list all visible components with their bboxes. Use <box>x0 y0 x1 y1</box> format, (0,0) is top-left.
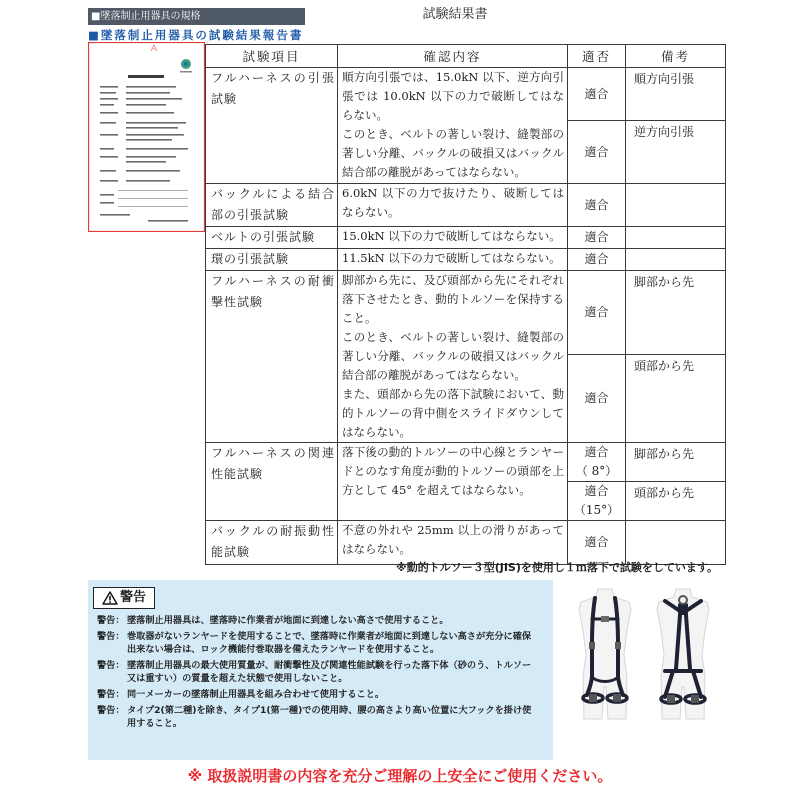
table-row <box>206 271 726 355</box>
criteria-cell <box>338 443 568 521</box>
harness-back-view <box>657 589 709 719</box>
remarks-cell <box>626 249 726 271</box>
warning-text: 巻取器がないランヤードを使用することで、墜落時に作業者が地面に到達しない高さが充分に確保出来ない場合は、ロック機能付巻取器を備えたランヤードを使用すること。 <box>127 631 532 655</box>
table-row <box>206 249 726 271</box>
test-condition-footnote: ※動的トルソー３型(JIS)を使用し１ｍ落下で試験をしています。 <box>396 561 718 574</box>
verdict-cell: 適合 <box>568 121 626 184</box>
criteria-text: このとき、ベルトの著しい裂け、縫製部の著しい分離、バックルの破損又はバックル結合部の離脱があってはならない。 <box>342 127 564 179</box>
table-row <box>206 443 726 482</box>
criteria-text: また、頭部から先の落下試験において、動的トルソーの背中側をスライドダウンしてはならない。 <box>342 387 564 439</box>
warning-item <box>97 659 537 685</box>
remarks-cell: 頭部から先 <box>626 355 726 443</box>
warning-text: タイプ2(第二種)を除き、タイプ1(第一種)での使用時、腰の高さより高い位置に大フックを掛け使用すること。 <box>127 705 532 729</box>
verdict-cell: 適合 <box>568 521 626 565</box>
warning-item <box>97 630 537 656</box>
criteria-text: 順方向引張では、15.0kN 以下、逆方向引張では 10.0kN 以下の力で破断してはならない。 <box>342 70 564 122</box>
table-row <box>206 521 726 565</box>
criteria-cell <box>338 271 568 443</box>
test-item-cell: 環の引張試験 <box>206 249 338 271</box>
criteria-text: 11.5kN 以下の力で破断してはならない。 <box>342 251 561 265</box>
test-item-cell: バックルによる結合部の引張試験 <box>206 184 338 227</box>
test-item-cell: フルハーネスの関連性能試験 <box>206 443 338 521</box>
table-header-row <box>206 45 726 68</box>
criteria-text: 6.0kN 以下の力で抜けたり、破断してはならない。 <box>342 186 564 219</box>
harness-front-view <box>579 589 631 719</box>
warning-prefix: 警告： <box>97 631 125 642</box>
warning-item <box>97 614 537 627</box>
test-results-table <box>205 44 726 565</box>
criteria-text: 15.0kN 以下の力で破断してはならない。 <box>342 229 561 243</box>
criteria-text: 落下後の動的トルソーの中心線とランヤードとのなす角度が動的トルソーの頭部を上方として 45° を超えてはならない。 <box>342 445 564 497</box>
test-item-cell: フルハーネスの引張試験 <box>206 68 338 184</box>
remarks-cell <box>626 521 726 565</box>
verdict-cell: 適合 <box>568 184 626 227</box>
remarks-cell: 脚部から先 <box>626 271 726 355</box>
verdict-cell: 適合 <box>568 227 626 249</box>
test-item-cell: バックルの耐振動性能試験 <box>206 521 338 565</box>
criteria-cell <box>338 249 568 271</box>
table-row <box>206 227 726 249</box>
report-heading: ■墜落制止用器具の試験結果報告書 <box>88 28 304 42</box>
verdict-cell <box>568 482 626 521</box>
warning-text: 墜落制止用器具の最大使用質量が、耐衝撃性及び関連性能試験を行った落下体（砂のう、トルソー又は重すい）の質量を超えた状態で使用しないこと。 <box>127 660 532 684</box>
remarks-cell: 順方向引張 <box>626 68 726 121</box>
document-title: 試験結果書 <box>422 7 488 22</box>
criteria-text: 不意の外れや 25mm 以上の滑りがあってはならない。 <box>342 523 564 556</box>
verdict-cell: 適合 <box>568 355 626 443</box>
verdict-text: 適合 <box>584 484 609 498</box>
criteria-text: 脚部から先に、及び頭部から先にそれぞれ落下させたとき、動的トルソーを保持すること。 <box>342 273 564 325</box>
verdict-cell: 適合 <box>568 271 626 355</box>
criteria-cell <box>338 227 568 249</box>
warning-box <box>88 580 553 760</box>
warning-label-text: 警告 <box>119 590 146 605</box>
verdict-text: 適合 <box>584 445 609 459</box>
warning-text: 墜落制止用器具は、墜落時に作業者が地面に到達しない高さで使用すること。 <box>127 615 449 626</box>
column-header-verdict: 適否 <box>568 45 626 68</box>
criteria-text: このとき、ベルトの著しい裂け、縫製部の著しい分離、バックルの破損又はバックル結合部の離脱があってはならない。 <box>342 330 564 382</box>
warning-prefix: 警告： <box>97 660 125 671</box>
warning-item <box>97 704 537 730</box>
safety-notice: ※ 取扱説明書の内容を充分ご理解の上安全にご使用ください。 <box>187 767 613 785</box>
section-title-bar: ■墜落制止用器具の規格 <box>88 8 305 25</box>
column-header-test-item: 試験項目 <box>206 45 338 68</box>
harness-product-image <box>565 585 725 725</box>
angle-text: （15°） <box>573 503 620 517</box>
warning-text: 同一メーカーの墜落制止用器具を組み合わせて使用すること。 <box>127 689 385 700</box>
warning-prefix: 警告： <box>97 705 125 716</box>
remarks-cell: 脚部から先 <box>626 443 726 482</box>
test-item-cell: ベルトの引張試験 <box>206 227 338 249</box>
verdict-cell <box>568 443 626 482</box>
verdict-cell: 適合 <box>568 249 626 271</box>
criteria-cell <box>338 68 568 184</box>
warning-item <box>97 688 537 701</box>
verdict-cell: 適合 <box>568 68 626 121</box>
column-header-remarks: 備考 <box>626 45 726 68</box>
remarks-cell: 逆方向引張 <box>626 121 726 184</box>
warning-list <box>97 614 537 733</box>
report-thumbnail <box>88 42 205 232</box>
test-item-cell: フルハーネスの耐衝撃性試験 <box>206 271 338 443</box>
criteria-cell <box>338 521 568 565</box>
table-row <box>206 68 726 121</box>
remarks-cell: 頭部から先 <box>626 482 726 521</box>
warning-label <box>93 587 155 609</box>
warning-prefix: 警告： <box>97 615 125 626</box>
criteria-cell <box>338 184 568 227</box>
remarks-cell <box>626 184 726 227</box>
table-row <box>206 184 726 227</box>
warning-icon <box>102 591 118 605</box>
warning-prefix: 警告： <box>97 689 125 700</box>
remarks-cell <box>626 227 726 249</box>
column-header-criteria: 確認内容 <box>338 45 568 68</box>
angle-text: （ 8°） <box>575 464 618 478</box>
